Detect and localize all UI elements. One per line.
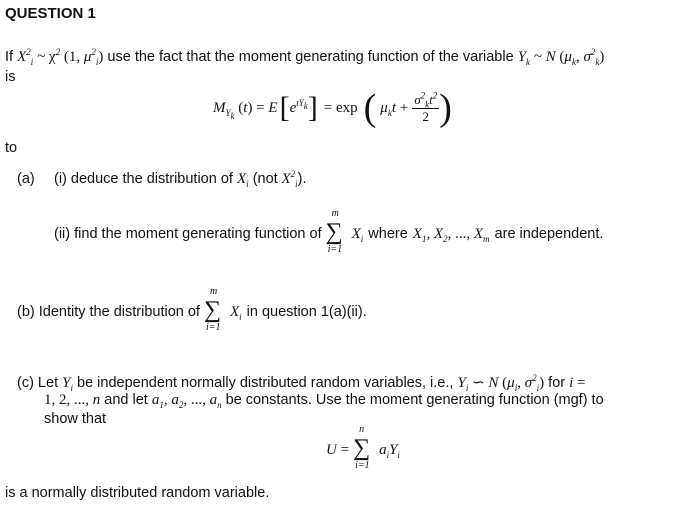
intro-text: use the fact that the moment generating function of the variable	[107, 49, 514, 65]
sum-symbol: n ∑ i=1	[353, 424, 371, 471]
to-label: to	[5, 140, 18, 156]
intro-variable: $Y_k$ ~ N ($\mu_k$, $\sigma^2_k$)	[517, 47, 605, 67]
intro-condition: $X^2_i$ ~ $\chi^2$ (1, $\mu^2_i$)	[17, 47, 104, 67]
part-a-ii: (ii) find the moment generating function of m ∑ i=1 $X_i$ where $X_1$, $X_2$, ..., $X_m$ are independent.	[54, 208, 604, 255]
part-c-line1: (c) Let $Y_i$ be independent normally distributed random variables, i.e., $Y_i$ ∽ N ($\mu_i$, $\sigma^2_i$) for i =	[17, 373, 586, 393]
intro-line	[5, 49, 604, 66]
part-c-line2: 1, 2, ..., n and let $a_1$, $a_2$, ..., $a_n$ be constants. Use the moment generating function (mgf) to	[44, 392, 604, 410]
intro-lead: If	[5, 49, 14, 65]
mgf-fraction: $\frac{\sigma^2_kt^2}{2}$	[414, 90, 438, 124]
part-b: (b) Identity the distribution of m ∑ i=1 $X_i$ in question 1(a)(ii).	[17, 286, 367, 333]
mgf-equals-exp: = exp	[323, 99, 358, 116]
sum-symbol: m ∑ i=1	[325, 208, 343, 255]
part-a-label: (a)	[17, 171, 35, 187]
part-c-line3: show that	[44, 411, 107, 427]
mgf-lhs: $M_{Y_k}$ (t) = E	[213, 99, 278, 121]
sum-symbol: m ∑ i=1	[203, 286, 222, 333]
mgf-formula: $M_{Y_k}$ (t) = E [ $e^{tY_k}$ ] = exp ( $\mu_kt$ + $\frac{\sigma^2_kt^2}{2}$ )	[213, 87, 452, 129]
u-formula: U = n ∑ i=1 $a_iY_i$	[326, 424, 400, 471]
conclusion: is a normally distributed random variable.	[5, 485, 270, 501]
intro-is: is	[5, 69, 16, 85]
question-title: QUESTION 1	[5, 5, 96, 22]
part-a-i: (i) deduce the distribution of $X_i$ (not $X^2_i$).	[54, 169, 307, 189]
